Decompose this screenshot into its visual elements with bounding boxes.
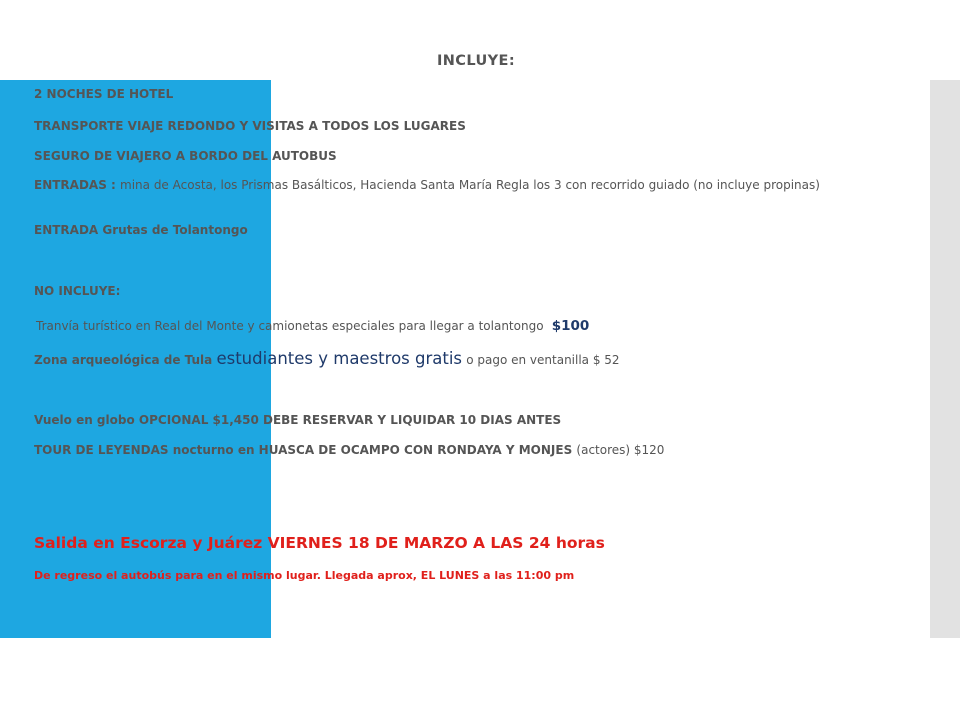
- no-includes-heading: NO INCLUYE:: [34, 284, 121, 298]
- entradas-text: mina de Acosta, los Prismas Basálticos, Hacienda Santa María Regla los 3 con recorrido guiado (no incluye propinas): [120, 178, 820, 192]
- include-item-hotel: 2 NOCHES DE HOTEL: [34, 87, 174, 101]
- include-item-insurance: SEGURO DE VIAJERO A BORDO DEL AUTOBUS: [34, 149, 337, 163]
- departure-info: Salida en Escorza y Juárez VIERNES 18 DE MARZO A LAS 24 horas: [34, 534, 605, 552]
- optional-item-vuelo: Vuelo en globo OPCIONAL $1,450 DEBE RESERVAR Y LIQUIDAR 10 DIAS ANTES: [34, 413, 562, 427]
- tranvia-price: $100: [551, 318, 590, 334]
- optional-item-tour: [34, 443, 664, 457]
- tula-label: Zona arqueológica de Tula: [34, 353, 213, 367]
- gray-side-strip: [930, 80, 960, 638]
- return-info: De regreso el autobús para en el mismo lugar. Llegada aprox, EL LUNES a las 11:00 pm: [34, 569, 575, 582]
- tour-label: TOUR DE LEYENDAS nocturno: [34, 443, 234, 457]
- include-item-grutas: ENTRADA Grutas de Tolantongo: [34, 223, 248, 237]
- exclude-item-tula: [34, 349, 620, 368]
- entradas-label: ENTRADAS :: [34, 178, 116, 192]
- exclude-item-tranvia: [36, 318, 589, 334]
- include-item-entradas: [34, 180, 924, 191]
- tula-rest: o pago en ventanilla $ 52: [466, 353, 620, 367]
- tour-text: en HUASCA DE OCAMPO CON RONDAYA Y MONJES: [237, 443, 573, 457]
- tour-price: (actores) $120: [576, 443, 665, 457]
- includes-heading: INCLUYE:: [436, 53, 516, 69]
- tranvia-text: Tranvía turístico en Real del Monte y camionetas especiales para llegar a tolantongo: [36, 319, 544, 333]
- tula-highlight: estudiantes y maestros gratis: [216, 349, 463, 368]
- include-item-transport: TRANSPORTE VIAJE REDONDO Y VISITAS A TODOS LOS LUGARES: [34, 119, 466, 133]
